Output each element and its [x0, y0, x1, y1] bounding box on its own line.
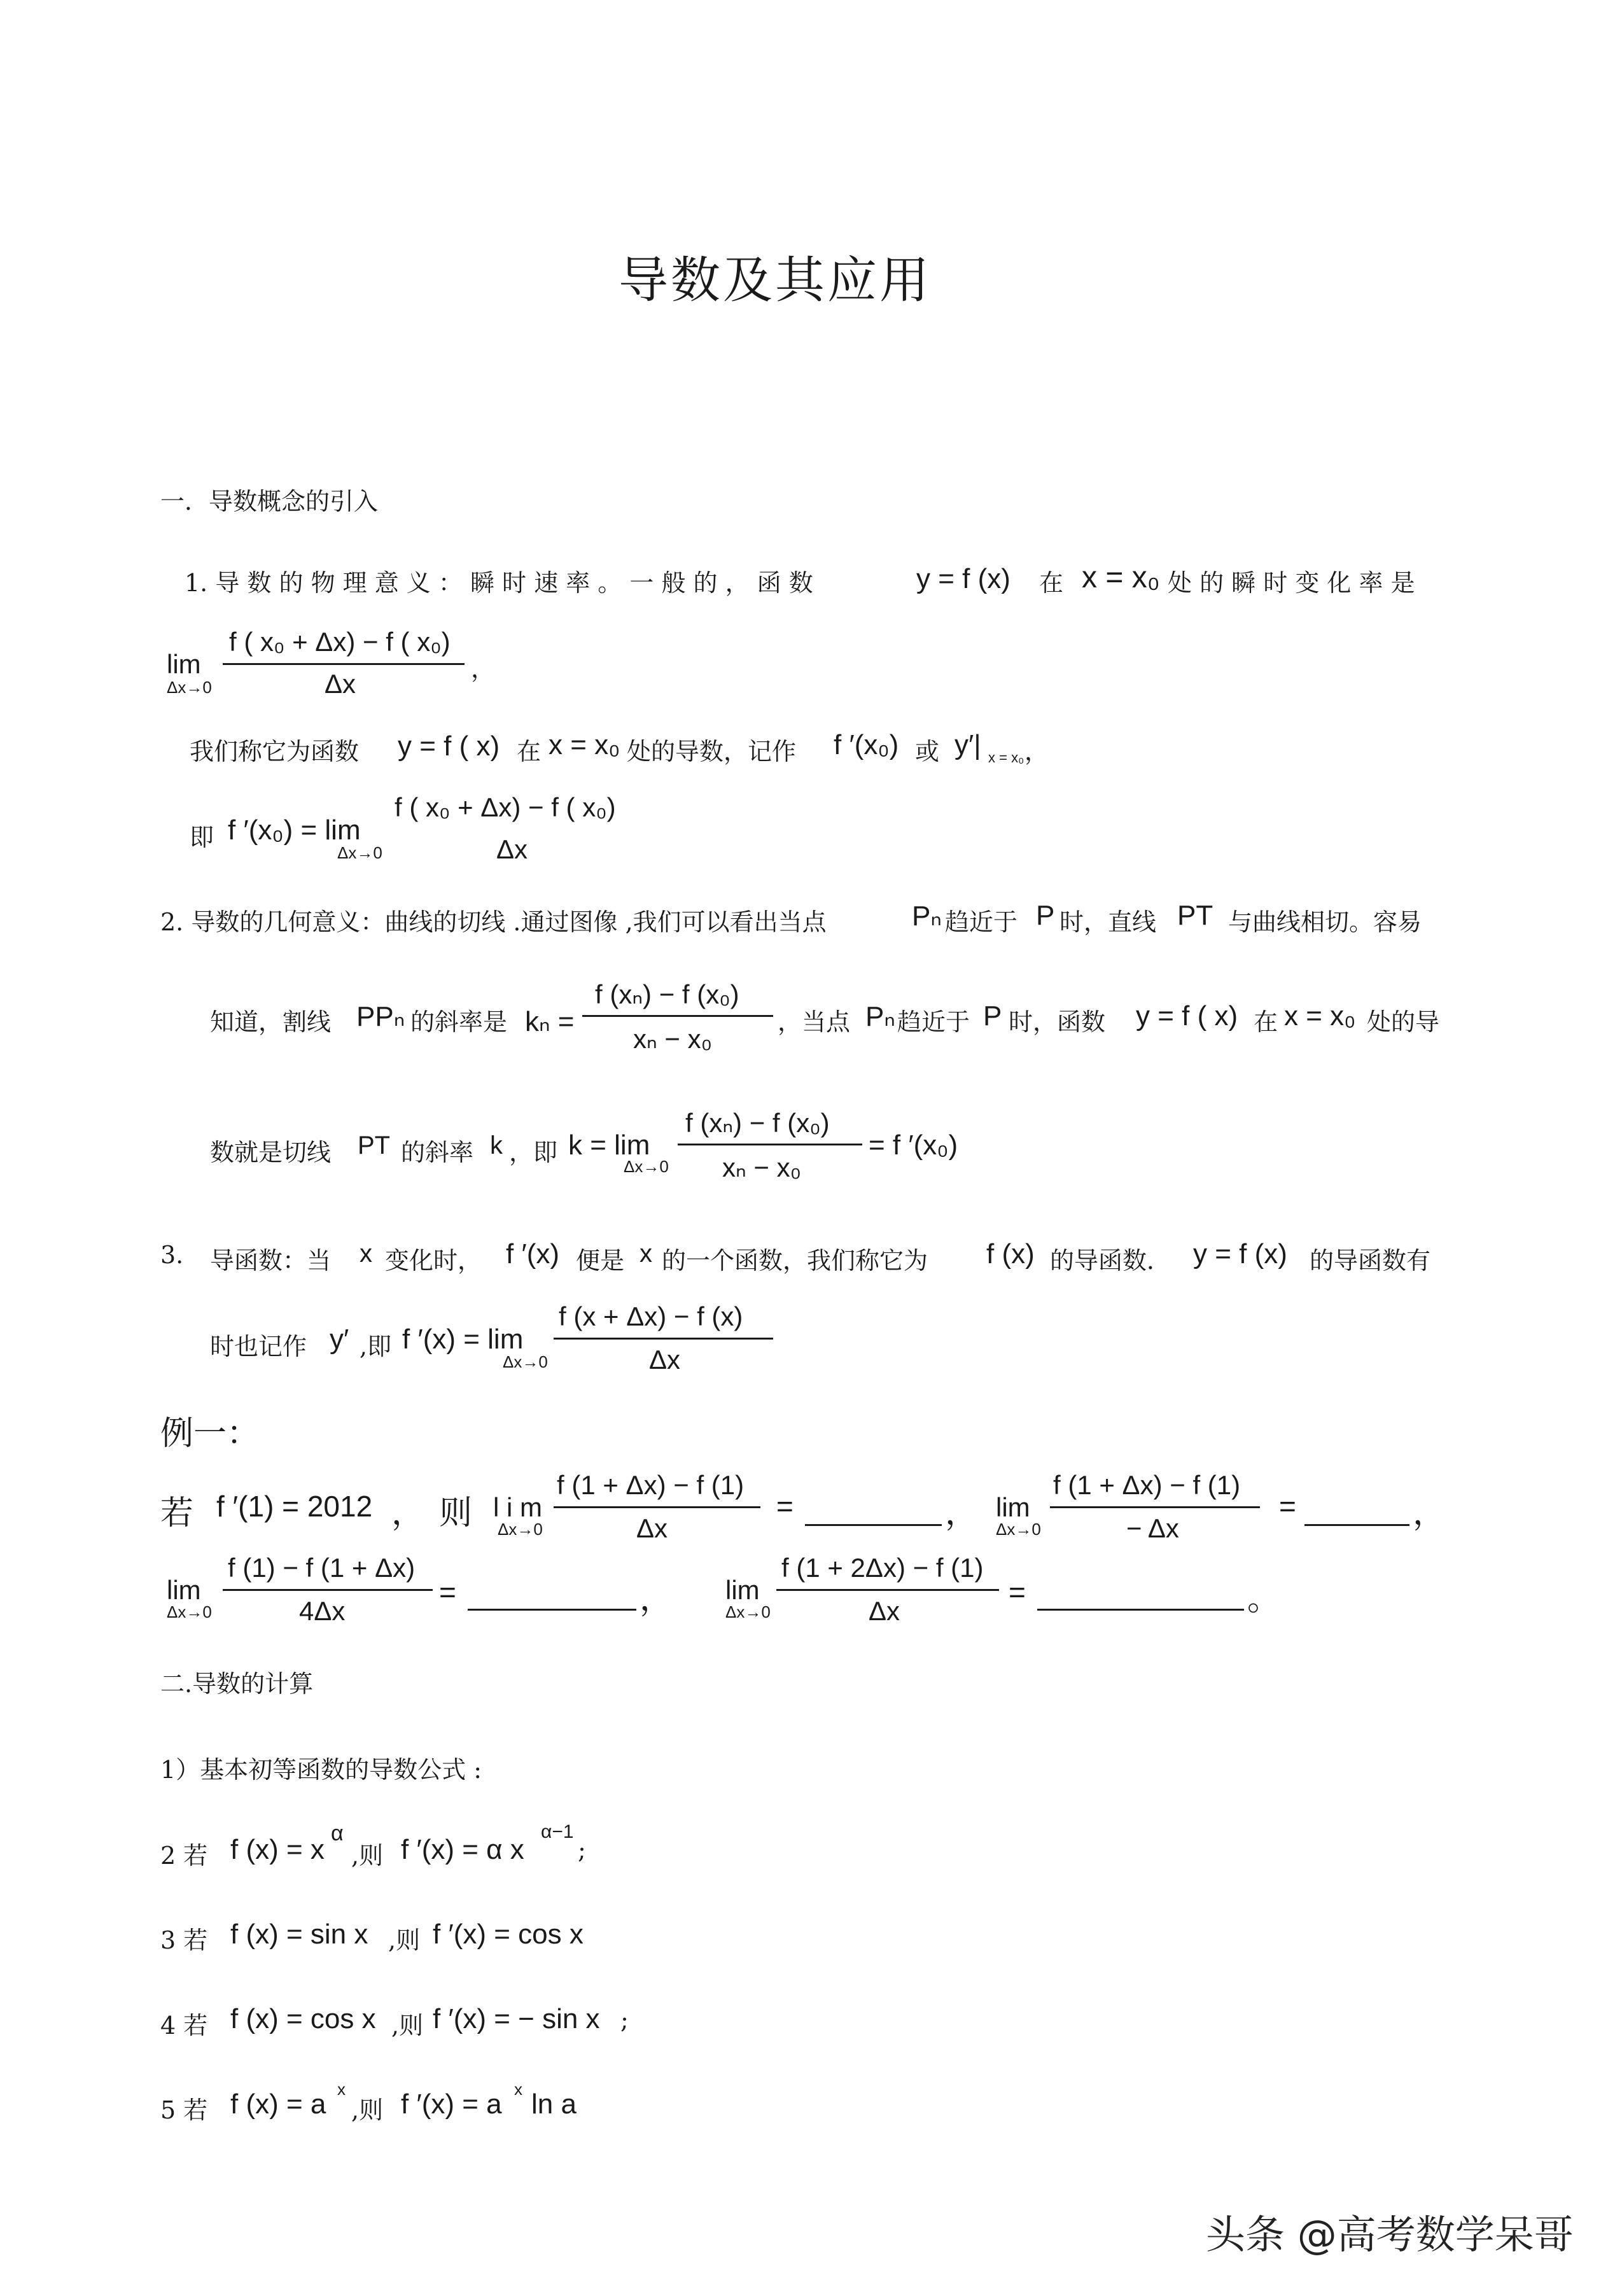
item2-text-b: 趋近于: [945, 908, 1018, 936]
fraction-denominator: Δx: [636, 1513, 668, 1543]
item3-b: 导函数：当: [210, 1247, 332, 1275]
item3-e: x: [640, 1240, 652, 1268]
f3-a: 3 若: [160, 1926, 208, 1954]
call-text-a: 我们称它为函数: [190, 738, 360, 766]
section2-heading: 二.导数的计算: [160, 1670, 314, 1698]
fraction-denominator: Δx: [496, 834, 528, 864]
know-kn: kₙ =: [525, 1006, 575, 1037]
ji-label: 即: [190, 823, 214, 851]
fraction-bar: [678, 1144, 862, 1145]
f3-b: f (x) = sin x: [230, 1919, 368, 1950]
call-sub: x = x₀: [988, 750, 1024, 766]
example-eq-3: =: [439, 1576, 456, 1609]
fraction-numerator: f (xₙ) − f (x₀): [685, 1108, 830, 1138]
know-g: 处的导: [1367, 1008, 1440, 1036]
example-lim-2: lim: [996, 1492, 1030, 1522]
fraction-numerator: f (1 + Δx) − f (1): [557, 1470, 745, 1500]
fraction-numerator: f (xₙ) − f (x₀): [595, 979, 739, 1009]
watermark: 头条 @高考数学呆哥: [1206, 2211, 1574, 2258]
slope-lim-sub: Δx→0: [624, 1157, 669, 1176]
fraction-bar: [582, 1015, 773, 1017]
f2-a: 2 若: [160, 1842, 208, 1870]
example-lim-4: lim: [725, 1575, 760, 1605]
fraction-denominator: xₙ − x₀: [633, 1024, 713, 1054]
know-a: 知道，割线: [210, 1008, 332, 1036]
f2-d: f ′(x) = α x: [401, 1834, 524, 1865]
call-end: ，: [1024, 738, 1049, 766]
item1-rate: 处 的 瞬 时 变 化 率 是: [1168, 569, 1415, 597]
know-P: P: [983, 1000, 1002, 1032]
f5-b: f (x) = a: [230, 2089, 326, 2120]
fraction-bar: [1050, 1506, 1260, 1508]
item2-text-a: 2. 导数的几何意义：曲线的切线 .通过图像 ,我们可以看出当点: [160, 908, 827, 936]
item3-h: 的导函数有: [1310, 1247, 1431, 1275]
fraction-numerator: f ( x₀ + Δx) − f ( x₀): [395, 792, 616, 822]
f4-d: f ′(x) = − sin x: [433, 2003, 600, 2034]
item3-g: 的导函数．: [1050, 1247, 1171, 1275]
fraction-denominator: Δx: [869, 1596, 900, 1626]
example-lim-spaced: l i m: [493, 1492, 542, 1522]
lim-label: lim: [167, 649, 201, 679]
slope-keq: k = lim: [568, 1130, 650, 1161]
f5-d: f ′(x) = a: [401, 2089, 502, 2120]
f2-sup2: α−1: [541, 1821, 574, 1842]
know-e: 时，函数: [1009, 1008, 1106, 1036]
fraction-numerator: f ( x₀ + Δx) − f ( x₀): [229, 627, 451, 657]
example-comma1: ，: [391, 1494, 425, 1532]
item3-a: 3.: [160, 1241, 184, 1269]
f5-a: 5 若: [160, 2096, 208, 2124]
example-eq-1: =: [776, 1490, 794, 1523]
f5-sup2: x: [514, 2080, 522, 2099]
item1-x0: x = x₀: [1082, 561, 1160, 594]
ji-expr: f ′(x₀) = lim: [228, 815, 361, 846]
f4-e: ;: [620, 2006, 629, 2034]
item2-text-d: 与曲线相切。容易: [1228, 908, 1422, 936]
fraction-numerator: f (1 + Δx) − f (1): [1053, 1470, 1241, 1500]
fraction-denominator: xₙ − x₀: [722, 1152, 802, 1182]
fraction-bar: [776, 1589, 999, 1591]
f5-e: ln a: [531, 2089, 577, 2120]
f3-d: f ′(x) = cos x: [433, 1919, 584, 1950]
item3-yfx: y = f (x): [1193, 1238, 1287, 1270]
fraction-denominator: 4Δx: [299, 1596, 346, 1626]
slope-a: 数就是切线: [210, 1138, 332, 1166]
f2-c: ,则: [351, 1842, 384, 1870]
example-sep-3: ，: [640, 1580, 673, 1618]
example-lim-sub-4: Δx→0: [725, 1602, 771, 1621]
example-lim-sub-3: Δx→0: [167, 1602, 212, 1621]
item2-P: P: [1036, 900, 1055, 931]
item2-PT: PT: [1177, 900, 1213, 931]
example-lim-sub: Δx→0: [498, 1520, 543, 1539]
know-c: ，当点: [778, 1008, 851, 1036]
item2-Pn: Pₙ: [912, 900, 942, 932]
call-x0: x = x₀: [549, 729, 620, 760]
answer-blank-3[interactable]: [468, 1609, 636, 1611]
f2-b: f (x) = x: [230, 1834, 325, 1865]
example-lim-3: lim: [167, 1575, 201, 1605]
example-ruo: 若: [160, 1494, 194, 1532]
fraction-bar: [554, 1506, 760, 1508]
call-fprime: f ′(x₀): [834, 729, 899, 760]
know-fx: y = f ( x): [1136, 1000, 1238, 1032]
example-end: 。: [1247, 1580, 1281, 1618]
f4-a: 4 若: [160, 2012, 208, 2040]
ji-lim-sub: Δx→0: [337, 843, 382, 862]
slope-PT: PT: [358, 1131, 391, 1159]
know-d: 趋近于: [897, 1008, 970, 1036]
section2-sub1: 1）基本初等函数的导数公式 :: [160, 1756, 482, 1784]
item3-c: 变化时，: [385, 1247, 482, 1275]
example-sep-1: ，: [945, 1494, 979, 1532]
slope-result: = f ′(x₀): [869, 1130, 958, 1161]
item1-fx: y = f (x): [916, 563, 1010, 594]
f4-b: f (x) = cos x: [230, 2003, 376, 2034]
fraction-bar: [223, 663, 465, 665]
section-heading: 一．导数概念的引入: [160, 487, 379, 515]
lim-sub: Δx→0: [167, 678, 212, 697]
example-given: f ′(1) = 2012: [216, 1490, 373, 1523]
slope-c: ，即: [509, 1138, 558, 1166]
call-yprime: y′|: [954, 729, 981, 760]
know-f: 在: [1254, 1008, 1278, 1036]
example-heading: 例一：: [160, 1415, 260, 1453]
slope-b: 的斜率: [401, 1138, 474, 1166]
fraction-denominator: Δx: [649, 1345, 681, 1375]
fraction-bar: [223, 1589, 433, 1591]
answer-blank-4[interactable]: [1037, 1609, 1244, 1611]
answer-blank-1[interactable]: [805, 1524, 942, 1526]
page-title: 导数及其应用: [619, 252, 932, 309]
know-b: 的斜率是: [410, 1008, 508, 1036]
item3-yp: y′: [330, 1324, 349, 1355]
item2-text-c: 时，直线: [1059, 908, 1157, 936]
example-sep-2: ，: [1413, 1494, 1446, 1532]
know-PPn: PPₙ: [356, 1001, 405, 1032]
f3-c: ,则: [388, 1926, 421, 1954]
item3-f: 的一个函数，我们称它为: [662, 1247, 928, 1275]
item3-lim-sub: Δx→0: [503, 1352, 548, 1371]
fraction-numerator: f (1 + 2Δx) − f (1): [781, 1553, 984, 1583]
example-lim-sub-2: Δx→0: [996, 1520, 1041, 1539]
fraction-numerator: f (x + Δx) − f (x): [559, 1301, 743, 1331]
f2-e: ;: [578, 1836, 586, 1864]
call-fx: y = f ( x): [398, 731, 500, 762]
item3-fx: f (x): [986, 1238, 1035, 1270]
example-ze: 则: [439, 1494, 473, 1532]
item3-d: 便是: [576, 1247, 625, 1275]
f4-c: ,则: [391, 2012, 424, 2040]
fraction-bar: [554, 1338, 773, 1340]
item1-intro: 1. 导 数 的 物 理 意 义 ： 瞬 时 速 率 。 一 般 的 ， 函 数: [185, 569, 813, 597]
fraction-denominator: Δx: [325, 669, 356, 699]
f5-c: ,则: [351, 2096, 384, 2124]
know-x0: x = x₀: [1284, 1000, 1356, 1032]
item3-fp: f ′(x): [506, 1238, 560, 1270]
item1-at: 在: [1039, 569, 1064, 597]
call-text-c: 处的导数，记作: [627, 738, 797, 766]
item3-j: ,即: [360, 1333, 392, 1361]
call-text-b: 在: [517, 738, 542, 766]
fraction-denominator: − Δx: [1126, 1513, 1179, 1543]
example-eq-2: =: [1279, 1490, 1296, 1523]
comma: ，: [471, 655, 496, 683]
example-eq-4: =: [1009, 1576, 1026, 1609]
item3-x: x: [360, 1240, 372, 1268]
know-Pn: Pₙ: [865, 1001, 895, 1032]
f2-sup: α: [331, 1821, 344, 1845]
item3-i: 时也记作: [210, 1333, 307, 1361]
answer-blank-2[interactable]: [1304, 1524, 1409, 1526]
fraction-numerator: f (1) − f (1 + Δx): [228, 1553, 416, 1583]
item3-fpx: f ′(x) = lim: [402, 1324, 524, 1355]
slope-k: k: [490, 1131, 503, 1159]
call-or: 或: [915, 738, 940, 766]
f5-sup: x: [337, 2080, 346, 2099]
